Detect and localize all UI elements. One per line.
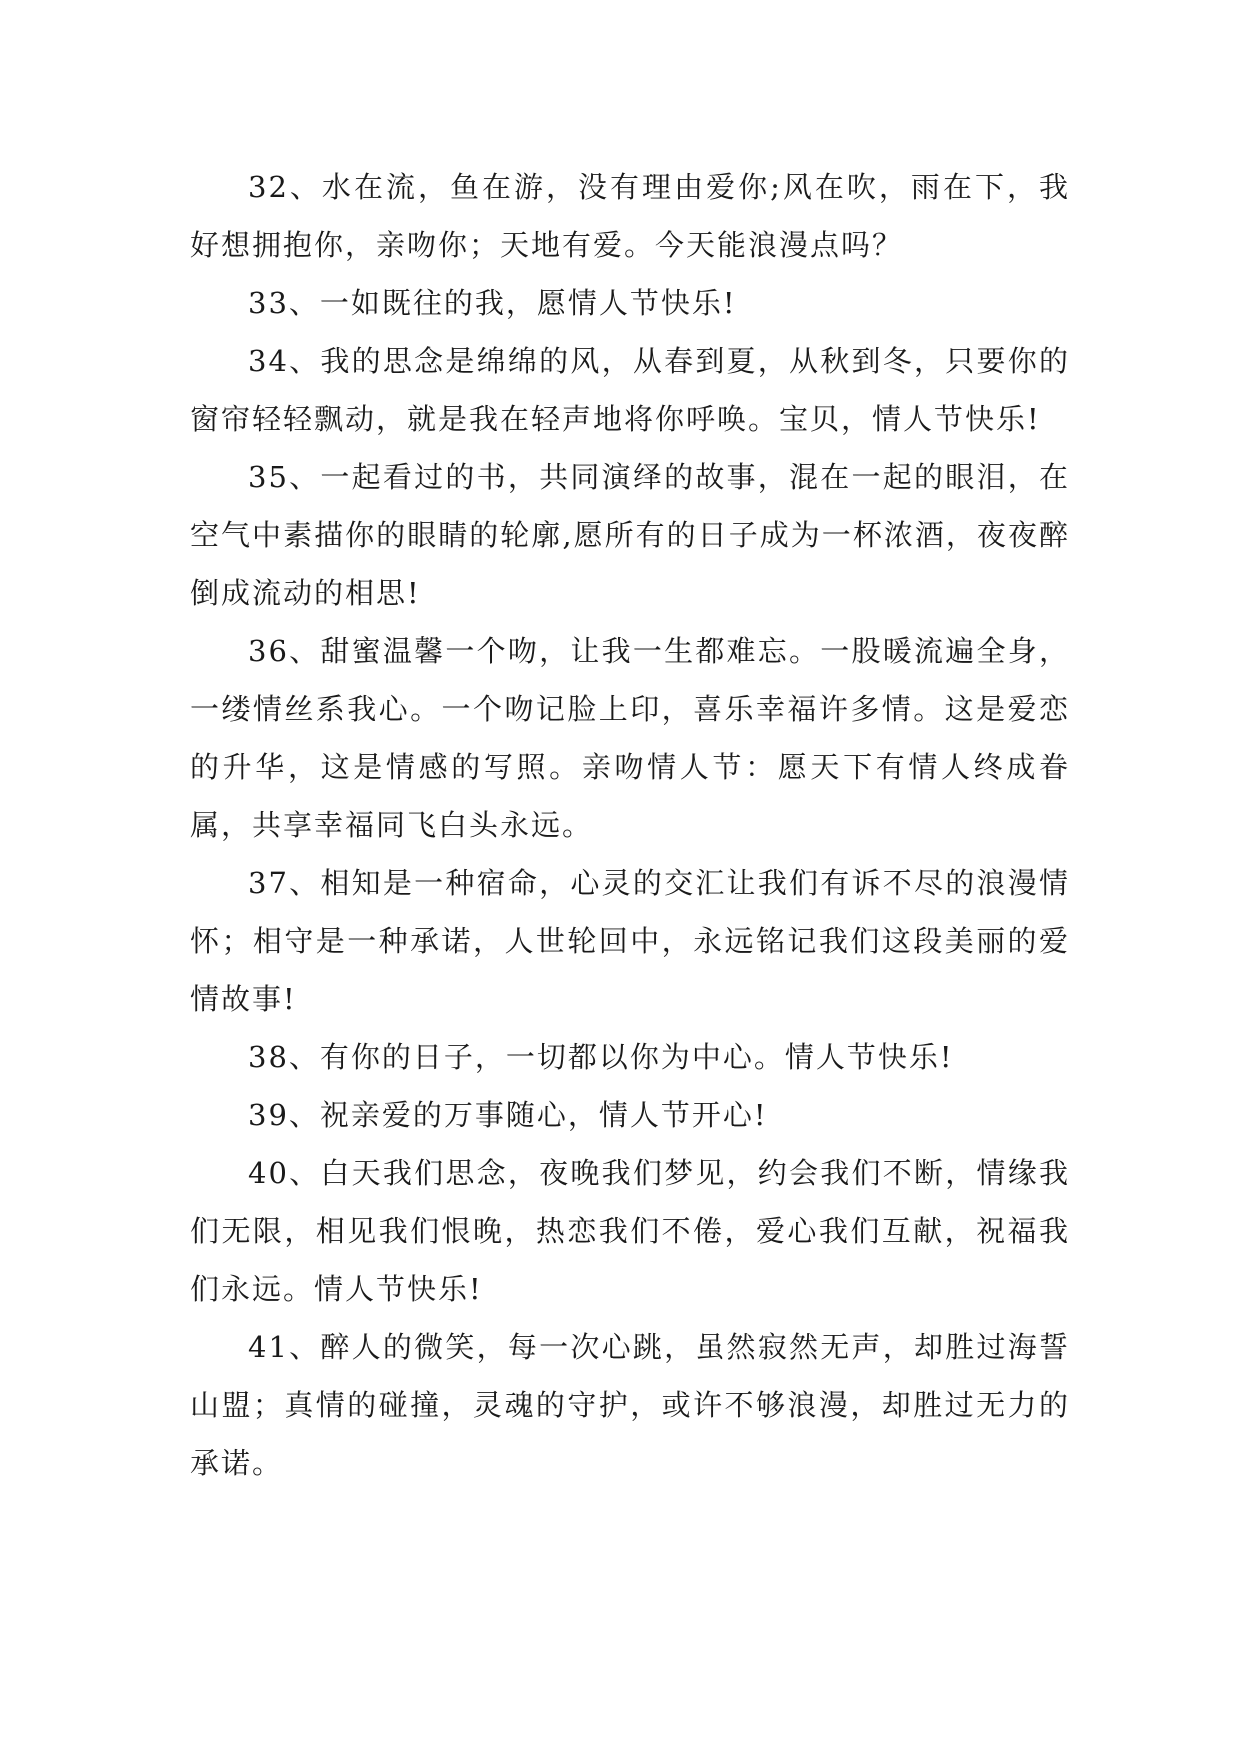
paragraph-37: 37、相知是一种宿命，心灵的交汇让我们有诉不尽的浪漫情怀；相守是一种承诺，人世轮回中，永远铭记我们这段美丽的爱情故事!: [190, 866, 1070, 1016]
paragraph-38: 38、有你的日子，一切都以你为中心。情人节快乐!: [248, 1040, 954, 1074]
document-body: [190, 158, 1070, 1492]
paragraph-35: 35、一起看过的书，共同演绎的故事，混在一起的眼泪，在空气中素描你的眼睛的轮廓,愿所有的日子成为一杯浓酒，夜夜醉倒成流动的相思!: [190, 460, 1070, 610]
paragraph-39: 39、祝亲爱的万事随心，情人节开心!: [248, 1098, 768, 1132]
paragraph-34: 34、我的思念是绵绵的风，从春到夏，从秋到冬，只要你的窗帘轻轻飘动，就是我在轻声地将你呼唤。宝贝，情人节快乐!: [190, 344, 1070, 436]
paragraph-41: 41、醉人的微笑，每一次心跳，虽然寂然无声，却胜过海誓山盟；真情的碰撞，灵魂的守护，或许不够浪漫，却胜过无力的承诺。: [190, 1330, 1070, 1480]
paragraph-40: 40、白天我们思念，夜晚我们梦见，约会我们不断，情缘我们无限，相见我们恨晚，热恋我们不倦，爱心我们互献，祝福我们永远。情人节快乐!: [190, 1156, 1070, 1306]
paragraph-36: 36、甜蜜温馨一个吻，让我一生都难忘。一股暖流遍全身，一缕情丝系我心。一个吻记脸上印，喜乐幸福许多情。这是爱恋的升华，这是情感的写照。亲吻情人节：愿天下有情人终成眷属，共享幸福同飞白头永远。: [190, 634, 1070, 842]
paragraph-32: 32、水在流，鱼在游，没有理由爱你;风在吹，雨在下，我好想拥抱你，亲吻你；天地有爱。今天能浪漫点吗？: [190, 170, 1070, 262]
paragraph-33: 33、一如既往的我，愿情人节快乐!: [248, 286, 737, 320]
